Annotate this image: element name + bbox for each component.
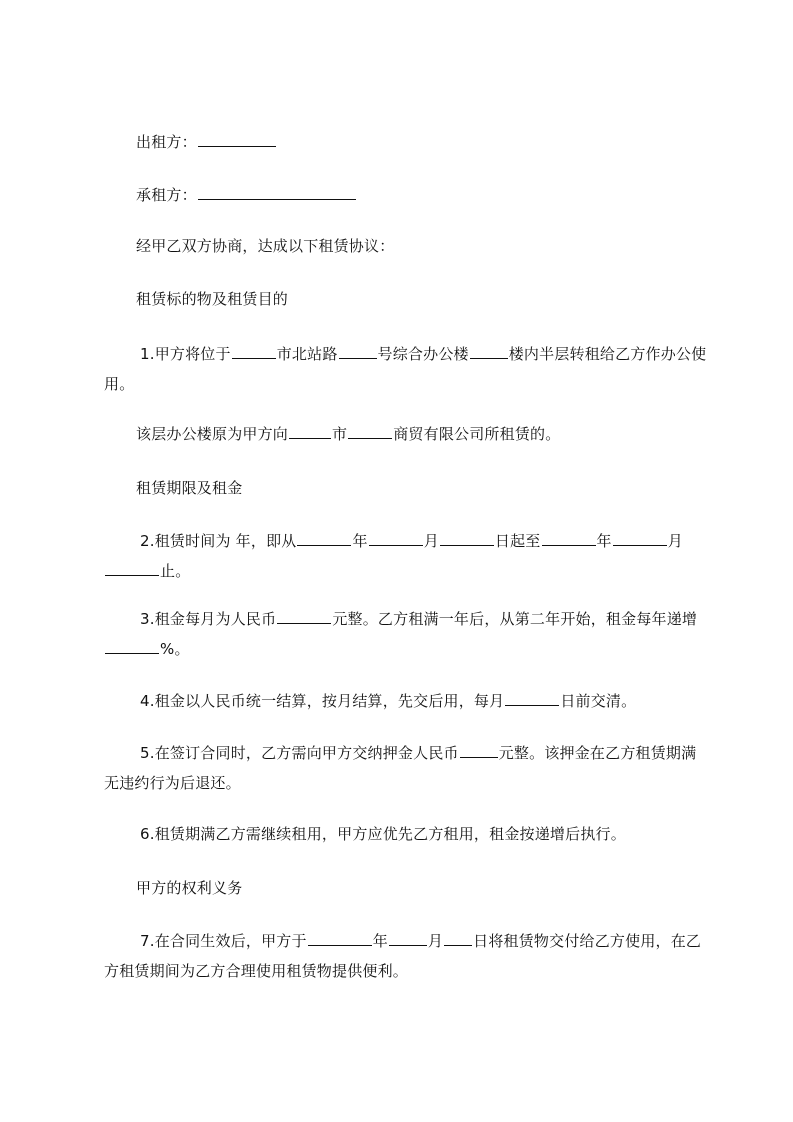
blank — [277, 609, 331, 624]
lessee-line — [104, 180, 708, 210]
note-text-a: 该层办公楼原为甲方向 — [136, 425, 289, 443]
clause-1 — [104, 339, 708, 399]
blank — [297, 531, 351, 546]
note-paragraph — [104, 419, 708, 449]
blank — [289, 424, 331, 439]
clause-7-text-d: 日将租赁物交付给乙方使用，在乙方租赁期间为乙方合理使用租赁物提供便利。 — [104, 932, 702, 980]
clause-7-text-b: 年 — [372, 932, 388, 950]
note-text-c: 商贸有限公司所租赁的。 — [393, 425, 561, 443]
clause-4 — [104, 686, 708, 716]
clause-5-text-b: 元整。该押金在乙方租赁期满无违约行为后退还。 — [104, 744, 697, 792]
clause-5 — [104, 738, 708, 798]
blank — [369, 531, 423, 546]
clause-1-text-b: 市北站路 — [276, 345, 338, 363]
blank — [460, 743, 498, 758]
lessor-blank — [198, 132, 276, 147]
clause-1-text-a: 1.甲方将位于 — [140, 345, 231, 363]
blank — [444, 931, 472, 946]
blank — [105, 561, 159, 576]
clause-5-text-a: 5.在签订合同时，乙方需向甲方交纳押金人民币 — [140, 744, 459, 762]
lessor-label: 出租方： — [136, 133, 197, 151]
blank — [389, 931, 427, 946]
clause-2-text-g: 止。 — [160, 562, 191, 580]
clause-7-text-c: 月 — [427, 932, 444, 950]
clause-3 — [104, 604, 708, 664]
blank — [339, 344, 377, 359]
heading-object: 租赁标的物及租赁目的 — [136, 290, 289, 308]
clause-3-text-a: 3.租金每月为人民币 — [140, 610, 277, 628]
blank — [470, 344, 508, 359]
blank — [542, 531, 596, 546]
clause-7 — [104, 926, 708, 986]
clause-3-text-b: 元整。乙方租满一年后，从第二年开始，租金每年递增 — [332, 610, 698, 628]
clause-2 — [104, 526, 708, 586]
clause-4-text-a: 4.租金以人民币统一结算，按月结算，先交后用，每月 — [140, 692, 505, 710]
clause-1-text-c: 号综合办公楼 — [377, 345, 469, 363]
clause-2-text-d: 日起至 — [494, 532, 541, 550]
heading-term: 租赁期限及租金 — [136, 479, 243, 497]
heading-rights: 甲方的权利义务 — [136, 879, 243, 897]
intro-paragraph: 经甲乙双方协商，达成以下租赁协议： — [136, 237, 395, 255]
note-text-b: 市 — [332, 425, 348, 443]
clause-2-text-b: 年 — [352, 532, 368, 550]
blank — [308, 931, 372, 946]
blank — [232, 344, 276, 359]
clause-2-text-a: 2.租赁时间为 年，即从 — [140, 532, 297, 550]
lessee-blank — [198, 185, 356, 200]
clause-2-text-c: 月 — [423, 532, 439, 550]
lessor-line — [104, 127, 708, 157]
clause-1-text-d: 楼内半层转租给乙方作办公使用。 — [104, 345, 707, 393]
lessee-label: 承租方： — [136, 186, 197, 204]
clause-2-text-e: 年 — [596, 532, 612, 550]
blank — [348, 424, 392, 439]
clause-4-text-b: 日前交清。 — [560, 692, 637, 710]
blank — [505, 691, 559, 706]
blank — [105, 639, 159, 654]
blank — [440, 531, 494, 546]
clause-6: 6.租赁期满乙方需继续租用，甲方应优先乙方租用，租金按递增后执行。 — [140, 825, 626, 843]
clause-2-text-f: 月 — [667, 532, 683, 550]
blank — [613, 531, 667, 546]
clause-3-text-c: %。 — [160, 640, 190, 658]
clause-7-text-a: 7.在合同生效后，甲方于 — [140, 932, 307, 950]
